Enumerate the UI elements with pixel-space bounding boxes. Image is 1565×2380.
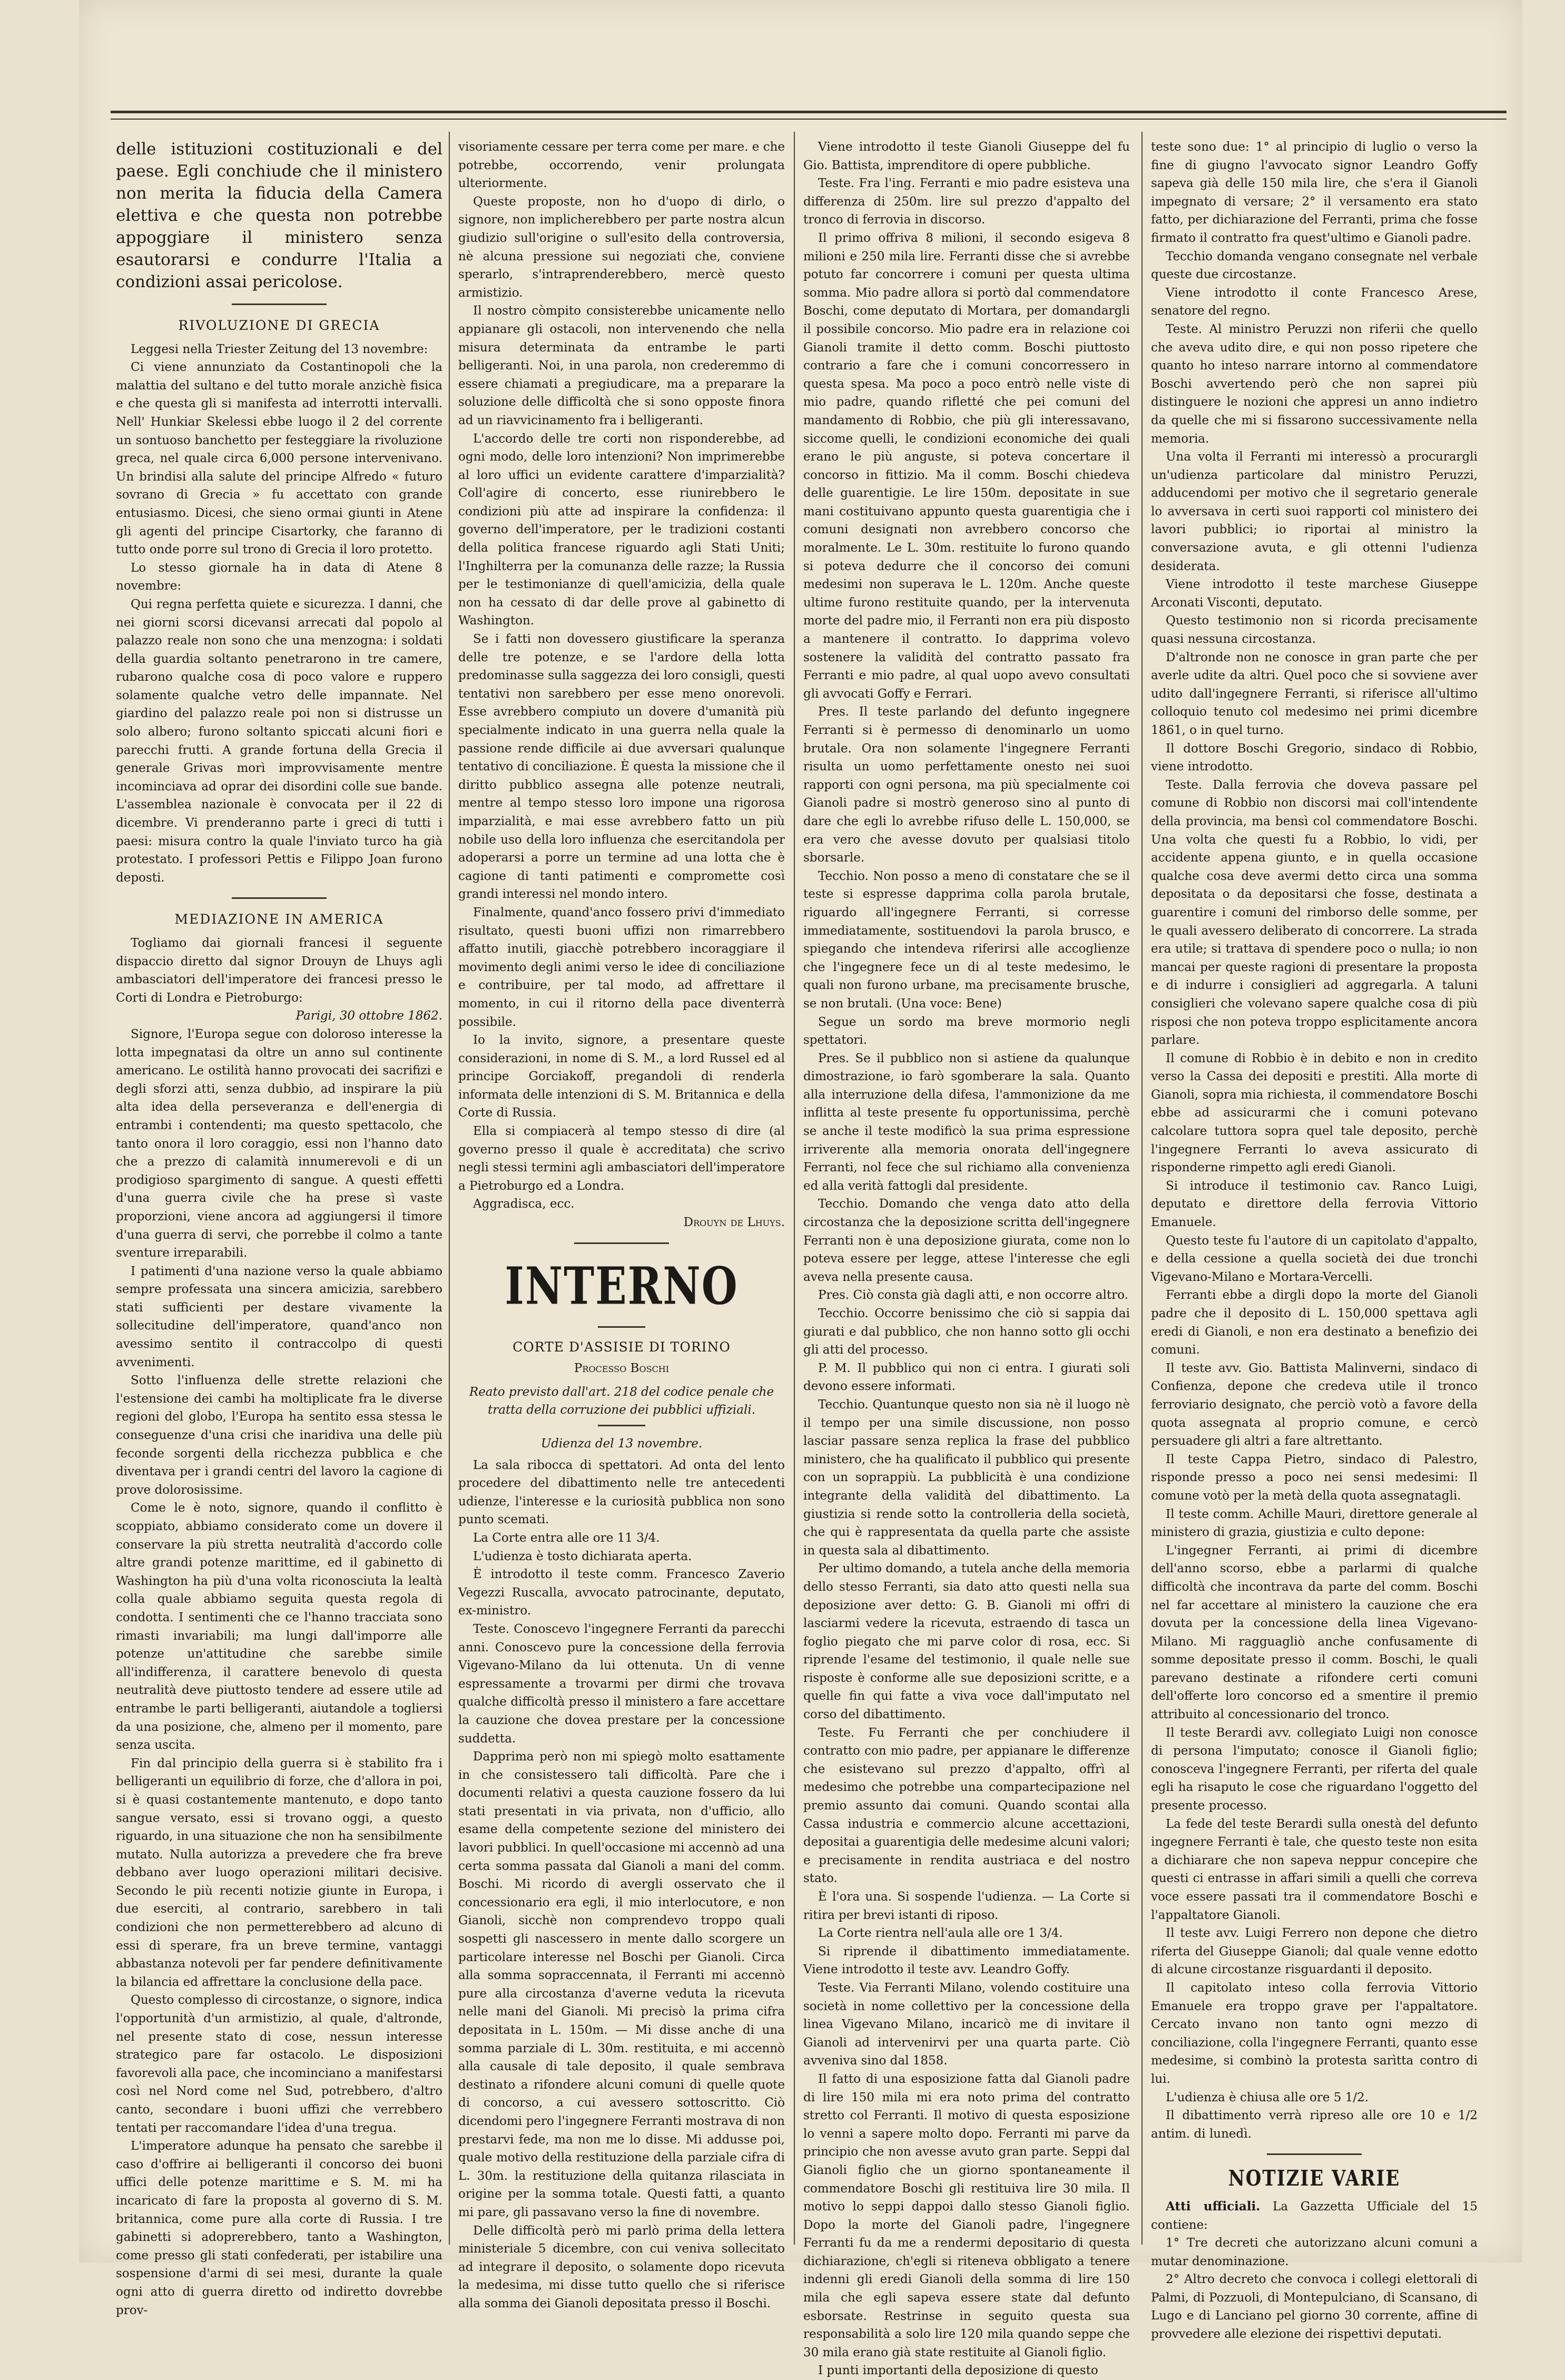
paragraph: Tecchio. Occorre benissimo che ciò si sappia dai giurati e dal pubblico, che non hanno sotto gli occhi gli atti del processo.	[803, 1307, 1130, 1357]
paragraph: La Corte entra alle ore 11 3/4.	[473, 1531, 660, 1545]
paragraph: Il dottore Boschi Gregorio, sindaco di Robbio, viene introdotto.	[1151, 741, 1478, 774]
paragraph: Ci viene annunziato da Costantinopoli che la malattia del sultano e del tutto morale anzichè fisica e che questa gli si manifesta ad interrotti intervalli. Nell' Hunkiar Skelessi ebbe luogo il 2 del corrente un sontuoso banchetto per festeggiare la rivoluzione greca, nel quale circa 6,000 persone intervenivano. Un brindisi alla salute del principe Alfredo « futuro sovrano di Grecia » fu accettato con grande entusiasmo. Dicesi, che sieno ormai giunti in Atene gli agenti del principe Cisartorky, che faranno di tutto onde porre sul trono di Grecia il loro protetto.	[116, 360, 442, 557]
column-3	[803, 138, 1130, 2378]
paragraph: L'udienza è tosto dichiarata aperta.	[473, 1549, 692, 1563]
paragraph: Questo testimonio non si ricorda precisamente quasi nessuna circostanza.	[1151, 614, 1478, 647]
section-title-greece: RIVOLUZIONE DI GRECIA	[178, 318, 380, 333]
paragraph: Tecchio domanda vengano consegnate nel verbale queste due circostanze.	[1151, 249, 1478, 282]
paragraph: Come le è noto, signore, quando il conflitto è scoppiato, abbiamo considerato come un dovere il conservare la più stretta neutralità d'accordo colle altre grandi potenze marittime, ed il gabinetto di Washington ha più d'una volta riconosciuta la lealtà colla quale abbiamo seguita questa regola di condotta. I sentimenti che ce l'hanno tracciata sono rimasti invariabili; ma lungi dall'imporre alle potenze un'attitudine che sarebbe simile all'indifferenza, il carattere benevolo di questa neutralità deve piuttosto tendere ad essere utile ad entrambe le parti belligeranti, aiutandole a togliersi da una posizione, che, almeno per il momento, pare senza uscita.	[116, 1501, 442, 1752]
paragraph: Segue un sordo ma breve mormorio negli spettatori.	[803, 1015, 1130, 1047]
paragraph: D'altronde non ne conosce in gran parte che per averle udite da altri. Quel poco che si sovviene aver udito dall'ingegnere Ferranti, si riferisce all'ultimo colloquio tenuto col medesimo nei primi dicembre 1861, o in quel turno.	[1151, 650, 1478, 737]
paragraph: Pres. Ciò consta già dagli atti, e non occorre altro.	[818, 1288, 1128, 1302]
paragraph: Il dibattimento verrà ripreso alle ore 10 e 1/2 antim. di lunedì.	[1151, 2109, 1478, 2141]
paragraph: Pres. Il teste parlando del defunto ingegnere Ferranti si è permesso di denominarlo un uomo brutale. Ora non solamente l'ingegnere Ferranti risulta un uomo perfettamente onesto nei suoi rapporti con ogni persona, ma più specialmente coi Gianoli padre si mostrò generoso sino al punto di dare che egli lo avrebbe rifuso delle L. 150,000, se era vero che avesse dovuto per qualsiasi titolo sborsarle.	[803, 705, 1130, 865]
paragraph: Per ultimo domando, a tutela anche della memoria dello stesso Ferranti, sia dato atto questi nella sua deposizione aver detto: G. B. Gianoli mi offri di lasciarmi vedere la ricevuta, estraendo di tasca un foglio piegato che mi parve color di rosa, ecc. Si riprende l'esame del testimonio, il quale nelle sue risposte è conforme alle sue deposizioni scritte, e a quelle fin qui fatte a viva voce dall'imputato nel corso del dibattimento.	[803, 1562, 1130, 1722]
intro-paragraph: delle istituzioni costituzionali e del paese. Egli conchiude che il ministero non merita la fiducia della Camera elettiva e che questa non potrebbe appoggiare il ministero senza esautorarsi e condurre l'Italia a condizioni assai pericolose.	[116, 140, 442, 291]
paragraph: La fede del teste Berardi sulla onestà del defunto ingegnere Ferranti è tale, che questo teste non esita a dichiarare che non sapeva neppur concepire che questi ci entrasse in affari simili a quelli che correva voce essere passati tra il commendatore Boschi e l'appaltatore Gianoli.	[1151, 1817, 1478, 1922]
paragraph: I patimenti d'una nazione verso la quale abbiamo sempre professata una sincera amicizia, sarebbero stati sufficienti per destare vivamente la sollecitudine dell'imperatore, quand'anco non avessimo sentito il contraccolpo di questi avvenimenti.	[116, 1264, 442, 1369]
paragraph: Il primo offriva 8 milioni, il secondo esigeva 8 milioni e 250 mila lire. Ferranti disse che si avrebbe potuto far concorrere i comuni per questa ultima somma. Mio padre allora si portò dal commendatore Boschi, come deputato di Mortara, per domandargli il possibile concorso. Mio padre era in relazione coi Gianoli tramite il detto comm. Boschi piuttosto contrario a fare che i comuni concorressero in questa spesa. Ma poco a poco entrò nelle viste di mio padre, quando rifletté che pei comuni del mandamento di Robbio, che più gli interessavano, siccome quelli, le condizioni economiche dei quali erano le più anguste, si poteva concertare il concorso in fittizio. Ma il comm. Boschi chiedeva delle guarentigie. Le lire 150m. depositate in sue mani costituivano appunto questa guarentigia che i comuni designati non avrebbero concorso che moralmente. Le L. 30m. restituite lo furono quando si poteva dedurre che il concorso dei comuni medesimi non superava le L. 120m. Anche queste ultime furono restituite quando, per la intervenuta morte del padre mio, il Ferranti non era più disposto a mantenere il contratto. Io dapprima volevo sostenere la validità del contratto passato fra Ferranti e mio padre, al qual uopo avevo consultati gli avvocati Goffy e Ferrari.	[803, 231, 1130, 701]
column-4	[1151, 138, 1478, 2342]
paragraph: Teste. Fra l'ing. Ferranti e mio padre esisteva una differenza di 250m. lire sul prezzo d'appalto del tronco di ferrovia in discorso.	[803, 177, 1130, 227]
column-divider	[449, 132, 450, 2245]
paragraph: Aggradisca, ecc.	[473, 1197, 575, 1211]
section-rule	[1267, 2153, 1362, 2155]
paragraph: L'accordo delle tre corti non risponderebbe, ad ogni modo, delle loro intenzioni? Non imprimerebbe al loro uffici un evidente carattere d'imparzialità? Coll'agire di concerto, esse riunirebbero le condizioni più atte ad inspirare la confidenza: il governo dell'imperatore, per le tradizioni costanti della politica francese riguardo agli Stati Uniti; l'Inghilterra per la comunanza delle razze; la Russia per le testimonianze di quell'amicizia, della quale non ha cessato di dar delle prove al gabinetto di Washington.	[458, 432, 785, 628]
paragraph: Il fatto di una esposizione fatta dal Gianoli padre di lire 150 mila mi era noto prima del contratto stretto col Ferranti. Il motivo di questa esposizione lo venni a sapere molto dopo. Ferranti mi parve da principio che non avesse avuto gran parte. Seppi dal Gianoli figlio che un giorno spontaneamente il commendatore Boschi gli restituiva lire 30 mila. Il motivo lo seppi dappoi dallo stesso Gianoli figlio. Dopo la morte del Gianoli padre, l'ingegnere Ferranti fu da me a rendermi depositario di questa dichiarazione, ch'egli si riteneva obbligato a tenere indenni gli eredi Gianoli della somma di lire 150 mila che egli sapeva essere state dal defunto esborsate. Restrinse in seguito questa sua responsabilità a solo lire 120 mila quando seppe che 30 mila erano già state restituite al Gianoli figlio.	[803, 2072, 1130, 2359]
paragraph: Si introduce il testimonio cav. Ranco Luigi, deputato e direttore della ferrovia Vittorio Emanuele.	[1151, 1179, 1478, 1230]
paragraph: Una volta il Ferranti mi interessò a procurargli un'udienza particolare dal ministro Peruzzi, adducendomi per motivo che il segretario generale lo avversava in certi suoi rapporti col ministero dei lavori pubblici; io riportai al ministro la conversazione avuta, e gli ottenni l'udienza desiderata.	[1151, 450, 1478, 573]
paragraph: teste sono due: 1° al principio di luglio o verso la fine di giugno l'avvocato signor Leandro Goffy sapeva già delle 150 mila lire, che s'era il Gianoli impegnato di versare; 2° il versamento era stato fatto, per dichiarazione del Ferranti, prima che fosse firmato il contratto fra quest'ultimo e Gianoli padre.	[1151, 140, 1478, 245]
paragraph: Teste. Via Ferranti Milano, volendo costituire una società in nome collettivo per la concessione della linea Vigevano Milano, incaricò me di invitare il Gianoli ad intervenirvi per una quarta parte. Ciò avveniva sino dal 1858.	[803, 1981, 1130, 2068]
process-name: Processo Boschi	[574, 1362, 670, 1376]
paragraph: L'udienza è chiusa alle ore 5 1/2.	[1166, 2090, 1369, 2104]
paragraph: Signore, l'Europa segue con doloroso interesse la lotta impegnatasi da oltre un anno sul continente americano. Le ostilità hanno provocati dei sacrifizi e degli sforzi atti, senza dubbio, ad inspirare la più alta idea della perseveranza e dell'energia di entrambi i contendenti; ma questo spettacolo, che tanto onora il loro coraggio, essi non l'hanno dato che a prezzo di calamità innumerevoli e di un prodigioso spargimento di sangue. A questi effetti d'una guerra civile che ha prese sì vaste proporzioni, viene ancora ad aggiungersi il timore d'una guerra di servi, che porrebbe il colmo a tante sventure irreparabili.	[116, 1027, 442, 1260]
paragraph: Viene introdotto il teste marchese Giuseppe Arconati Visconti, deputato.	[1151, 577, 1478, 610]
section-rule	[598, 1425, 645, 1426]
column-divider	[794, 132, 795, 2245]
paragraph: È introdotto il teste comm. Francesco Zaverio Vegezzi Ruscalla, avvocato patrocinante, deputato, ex-ministro.	[458, 1568, 785, 1618]
paragraph: Il teste Berardi avv. collegiato Luigi non conosce di persona l'imputato; conosce il Gianoli figlio; conosceva l'ingegnere Ferranti, per riferta del quale egli ha risaputo le cose che riguardano l'oggetto del presente processo.	[1151, 1726, 1478, 1813]
paragraph: Queste proposte, non ho d'uopo di dirlo, o signore, non implicherebbero per parte nostra alcun giudizio sull'origine o sull'esito della controversia, nè alcuna pressione sui negoziati che, conviene sperarlo, s'intraprenderebbero, mercè questo armistizio.	[458, 194, 785, 300]
newspaper-page	[79, 0, 1522, 2378]
paragraph: Il teste Cappa Pietro, sindaco di Palestro, risponde presso a poco nei sensi medesimi: Il comune votò per la metà della quota assegnatagli.	[1151, 1452, 1478, 1503]
paragraph: Togliamo dai giornali francesi il seguente dispaccio diretto dal signor Drouyn de Lhuys agli ambasciatori dell'imperatore dei francesi presso le Corti di Londra e Pietroburgo:	[116, 936, 442, 1005]
paragraph: Teste. Conoscevo l'ingegnere Ferranti da parecchi anni. Conoscevo pure la concessione della ferrovia Vigevano-Milano da lui ottenuta. Un di venne espressamente a trovarmi per dirmi che trovava qualche difficoltà presso il ministero a fare accettare la cauzione che dovea prestare per la concessione suddetta.	[458, 1622, 785, 1746]
paragraph: Tecchio. Domando che venga dato atto della circostanza che la deposizione scritta dell'ingegnere Ferranti non è una deposizione giurata, come non lo poteva essere per legge, attese l'interesse che egli aveva nella presente causa.	[803, 1197, 1130, 1284]
paragraph: Se i fatti non dovessero giustificare la speranza delle tre potenze, e se l'ardore della lotta predominasse sulla saggezza dei loro consigli, questi tentativi non sarebbero per esse meno onorevoli. Esse avrebbero compiuto un dovere d'umanità più specialmente indicato in una guerra nella quale la passione rende difficile ai due avversari qualunque tentativo di conciliazione. È questa la missione che il diritto pubblico assegna alle potenze neutrali, mentre al tempo stesso loro impone una rigorosa imparzialità, e mai esse avrebbero fatto un più nobile uso della loro influenza che esercitandola per adoperarsi a porre un termine ad una lotta che è cagione di tanti patimenti e compromette così grandi interessi nel mondo intero.	[458, 632, 785, 902]
paragraph: Il capitolato inteso colla ferrovia Vittorio Emanuele era troppo grave per l'appaltatore. Cercato invano non tanto ogni mezzo di conciliazione, colla l'ingegnere Ferranti, quanto esse medesime, si combinò la protesta sarìtta contro di lui.	[1151, 1981, 1478, 2086]
paragraph: Il teste avv. Luigi Ferrero non depone che dietro riferta del Giuseppe Gianoli; dal quale venne edotto di alcune circostanze risguardanti il deposito.	[1151, 1926, 1478, 1977]
section-rule	[232, 897, 327, 899]
section-title-america: MEDIAZIONE IN AMERICA	[174, 912, 384, 927]
charge-description: Reato previsto dall'art. 218 del codice penale che tratta della corruzione dei pubblici uffiziali.	[469, 1385, 774, 1417]
paragraph: Qui regna perfetta quiete e sicurezza. I danni, che nei giorni scorsi dicevansi arrecati dal popolo al palazzo reale non sono che una menzogna: i soldati della guardia soltanto penetrarono in tre camere, rubarono qualche cosa di poco valore e ruppero solamente qualche vetro delle impannate. Nel giardino del palazzo reale poi non si distrusse un solo albero; furono soltanto spiccati alcuni fiori e parecchi frutti. A grande fortuna della Grecia il generale Grivas morì improvvisamente mentre incominciava ad oprar dei disordini colle sue bande. L'assemblea nazionale è convocata per il 22 di dicembre. Vi prenderanno parte i greci di tutti i paesi: misura contro la quale l'inviato turco ha già protestato. I professori Pettis e Filippo Joan furono deposti.	[116, 597, 442, 885]
paragraph: Questo teste fu l'autore di un capitolato d'appalto, e della cessione a quella società dei due tronchi Vigevano-Milano e Mortara-Vercelli.	[1151, 1233, 1478, 1284]
section-rule	[574, 1242, 669, 1244]
paragraph: Lo stesso giornale ha in data di Atene 8 novembre:	[116, 561, 442, 593]
paragraph: Viene introdotto il teste Gianoli Giuseppe del fu Gio. Battista, imprenditore di opere pubbliche.	[803, 140, 1130, 172]
paragraph: Teste. Dalla ferrovia che doveva passare pel comune di Robbio non discorsi mai coll'intendente della provincia, ma bensì col commendatore Boschi. Una volta che questi fu a Robbio, lo vidi, per accidente appena giunto, e in quella occasione qualche cosa deve avermi detto circa una somma depositata o da depositarsi che fosse, destinata a guarentire i comuni del rimborso delle somme, per le quali avessero deliberato di concorrere. La strada era utile; si trattava di spendere poco o nulla; io non mancai per queste ragioni di presentare la proposta e di indurre i consiglieri ad aggregarla. A taluni consiglieri che volevano sapere qualche cosa di più risposi che non poteva troppo esplicitamente ancora parlare.	[1151, 778, 1478, 1047]
paragraph: È l'ora una. Si sospende l'udienza. — La Corte si ritira per brevi istanti di riposo.	[803, 1890, 1130, 1922]
paragraph: Leggesi nella Triester Zeitung del 13 novembre:	[131, 342, 428, 356]
column-2	[458, 138, 785, 2310]
paragraph: Pres. Se il pubblico non si astiene da qualunque dimostrazione, io farò sgomberare la sala. Quanto alla interruzione della difesa, l'ammonizione da me inflitta al teste presente fu opportunissima, perchè se anche il teste modificò la sua prima espressione irriverente alla memoria onorata dell'ingegnere Ferranti, nol fece che sul richiamo alla convenienza ed alla verità fattogli dal presidente.	[803, 1051, 1130, 1193]
paragraph: Delle difficoltà però mi parlò prima della lettera ministeriale 5 dicembre, con cui veniva sollecitato ad integrare il deposito, o solamente dopo ricevuta la medesima, mi disse tutto quello che si riferisce alla somma dei Gianoli depositata presso il Boschi.	[458, 2224, 785, 2310]
paragraph: Tecchio. Non posso a meno di constatare che se il teste si espresse dapprima colla parola brutale, riguardo all'ingegnere Ferranti, si corresse immediatamente, sostituendovi la parola brusco, e spiegando che intendeva riferirsi alle accoglienze che l'ingegnere fece un di al teste medesimo, le quali non furono urbane, ma precisamente brusche, se non brutali. (Una voce: Bene)	[803, 869, 1130, 1011]
paragraph: La sala ribocca di spettatori. Ad onta del lento procedere del dibattimento nelle tre antecedenti udienze, l'interesse e la curiosità pubblica non sono punto scemati.	[458, 1458, 785, 1527]
paragraph: La Corte rientra nell'aula alle ore 1 3/4.	[818, 1926, 1063, 1941]
atti-text: La Gazzetta Ufficiale del 15 contiene:	[1151, 2199, 1478, 2232]
signature: Drouyn de Lhuys.	[683, 1216, 785, 1230]
paragraph: Il teste comm. Achille Mauri, direttore generale al ministero di grazia, giustizia e culto depone:	[1151, 1507, 1478, 1540]
paragraph: Ella si compiacerà al tempo stesso di dire (al governo presso il quale è accreditata) che scrivo negli stessi termini agli ambasciatori dell'imperatore a Pietroburgo ed a Londra.	[458, 1124, 785, 1193]
paragraph	[1151, 2198, 1478, 2234]
court-title: CORTE D'ASSISIE DI TORINO	[513, 1339, 731, 1355]
paragraph: Viene introdotto il conte Francesco Arese, senatore del regno.	[1151, 286, 1478, 318]
paragraph: Finalmente, quand'anco fossero privi d'immediato risultato, questi buoni uffizi non rimarrebbero affatto inutili, giacchè potrebbero incoraggiare il movimento degli animi verso le idee di conciliazione e contribuire, per tal modo, ad affrettare il momento, in cui il ritorno della pace diventerrà possibile.	[458, 905, 785, 1029]
paragraph: Tecchio. Quantunque questo non sia nè il luogo nè il tempo per una simile discussione, non posso lasciar passare senza replica la frase del pubblico ministero, che ha qualificato il pubblico qui presente con un soprappiù. La pubblicità è una condizione integrante della validità del dibattimento. La giustizia si rende sotto la controlleria della società, che qui è rappresentata da quella parte che assiste in questa sala al dibattimento.	[803, 1397, 1130, 1558]
paragraph: L'ingegner Ferranti, ai primi di dicembre dell'anno scorso, ebbe a parlarmi di qualche difficoltà che incontrava da parte del comm. Boschi nel far accettare al ministero la cauzione che era dovuta per la concessione della linea Vigevano-Milano. Mi ragguagliò anche confusamente di somme depositate presso il comm. Boschi, le quali parevano destinate a rifondere certi comuni dell'offerte loro concorso ed a smentire il premio attribuito al concessionario del tronco.	[1151, 1543, 1478, 1722]
hearing-date: Udienza del 13 novembre.	[540, 1437, 703, 1451]
dateline: Parigi, 30 ottobre 1862.	[296, 1009, 442, 1023]
paragraph: Dapprima però non mi spiegò molto esattamente in che consistessero tali difficoltà. Pare che i documenti relativi a questa cauzione fossero da lui stati presentati in via privata, non d'ufficio, allo esame della competente sezione del ministero dei lavori pubblici. In quell'occasione mi accennò ad una certa somma passata dal Gianoli a mani del comm. Boschi. Mi ricordo di avergli osservato che il concessionario era egli, il mio interlocutore, e non Gianoli, sicchè non comprendevo troppo quali sospetti gli nascessero in mente dallo scorgere un particolare interesse nel Boschi per Gianoli. Circa alla somma sopraccennata, il Ferranti mi accennò pure alla circostanza d'averne veduta la ricevuta nelle mani del Gianoli. Mi precisò la prima cifra depositata in L. 150m. — Mi disse anche di una somma parziale di L. 30m. restituita, e mi accennò alla causale di tale deposito, il quale sembrava destinato a rifondere alcuni comuni di quelle quote di concorso, a cui avessero sottoscritto. Ciò dicendomi pero l'ingegnere Ferranti mostrava di non prestarvi fede, ma non me lo disse. Mi addusse poi, quale motivo della restituzione della parziale cifra di L. 30m. la restituzione della quitanza rilasciata in origine per la somma totale. Questi fatti, a quanto mi pare, gli passavano verso la fine di novembre.	[458, 1750, 785, 2219]
column-divider	[1141, 132, 1143, 2245]
paragraph: Il comune di Robbio è in debito e non in credito verso la Cassa dei depositi e prestiti. Alla morte di Gianoli, sopra mia richiesta, il commendatore Boschi ebbe ad assicurarmi che i comuni potevano calcolare tuttora sopra quel tale deposito, perchè l'ingegnere Ferranti lo aveva assicurato di risponderne rimpetto agli eredi Gianoli.	[1151, 1051, 1478, 1175]
paragraph: Ferranti ebbe a dirgli dopo la morte del Gianoli padre che il deposito di L. 150,000 spettava agli eredi di Gianoli, e non era destinato a benefizio dei comuni.	[1151, 1288, 1478, 1357]
paragraph: Fin dal principio della guerra si è stabilito fra i belligeranti un equilibrio di forze, che d'allora in poi, si è quasi costantemente mantenuto, e dopo tanto sangue versato, essi si trovano oggi, a questo riguardo, in una situazione che non ha sensibilmente mutato. Nulla autorizza a prevedere che fra breve debbano aver luogo operazioni militari decisive. Secondo le più recenti notizie giunte in Europa, i due eserciti, al contrario, sarebbero in tali condizioni che non permetterebbero ad alcuno di essi di sperare, fra un breve termine, vantaggi abbastanza notevoli per far pendere definitivamente la bilancia ed affrettare la conclusione della pace.	[116, 1756, 442, 1989]
paragraph: Il nostro còmpito consisterebbe unicamente nello appianare gli ostacoli, non intervenendo che nella misura determinata da entrambe le parti belligeranti. Noi, in una parola, non crederemmo di essere chiamati a pregiudicare, ma a preparare la soluzione delle difficoltà che si sono opposte finora ad un riavvicinamento fra i belligeranti.	[458, 304, 785, 427]
paragraph: Questo complesso di circostanze, o signore, indica l'opportunità d'un armistizio, al quale, d'altronde, nel presente stato di cose, nessun interesse strategico pare far ostacolo. Le disposizioni favorevoli alla pace, che incominciano a manifestarsi così nel Nord come nel Sud, potrebbero, d'altro canto, secondare i buoni uffizi che verrebbero tentati per raccomandare l'idea d'una tregua.	[116, 1993, 442, 2135]
paragraph: L'imperatore adunque ha pensato che sarebbe il caso d'offrire ai belligeranti il concorso dei buoni uffici delle potenze marittime e S. M. mi ha incaricato di fare la proposta al governo di S. M. britannica, come pure alla corte di Russia. I tre gabinetti si adoprerebbero, tanto a Washington, come presso gli stati confederati, per istabilire una sospensione d'armi di sei mesi, durante la quale ogni atto di guerra diretto od indiretto dovrebbe prov-	[116, 2139, 442, 2317]
paragraph: P. M. Il pubblico qui non ci entra. I giurati soli devono essere informati.	[803, 1361, 1130, 1394]
paragraph: Il teste avv. Gio. Battista Malinverni, sindaco di Confienza, depone che credeva utile il tronco ferroviario designato, che perciò votò a favore della quota assegnata al proprio comune, e cercò persuadere gli altri a fare altrettanto.	[1151, 1361, 1478, 1448]
atti-label: Atti ufficiali.	[1166, 2199, 1261, 2214]
section-rule	[232, 303, 327, 305]
paragraph: I punti importanti della deposizione di questo	[818, 2364, 1098, 2378]
paragraph: 1° Tre decreti che autorizzano alcuni comuni a mutar denominazione.	[1151, 2236, 1478, 2268]
paragraph: Io la invito, signore, a presentare queste considerazioni, in nome di S. M., a lord Russel ed al principe Gorciakoff, pregandoli di renderla informata delle intenzioni di S. M. Britannica e della Corte di Russia.	[458, 1033, 785, 1120]
paragraph: Teste. Fu Ferranti che per conchiudere il contratto con mio padre, per appianare le differenze che esistevano sul prezzo d'appalto, offrì al medesimo che potrebbe una compartecipazione nel premio assunto dai comuni. Quando scontai alla Cassa industria e commercio alcune accettazioni, depositai a guarentigia delle medesime alcuni valori; e precisamente in rendita austriaca e del nostro stato.	[803, 1726, 1130, 1886]
paragraph: 2° Altro decreto che convoca i collegi elettorali di Palmi, di Pozzuoli, di Montepulciano, di Scansano, di Lugo e di Lanciano pel giorno 30 corrente, affine di provvedere alle elezione dei rispettivi deputati.	[1151, 2273, 1478, 2342]
paragraph: Si riprende il dibattimento immediatamente. Viene introdotto il teste avv. Leandro Goffy.	[803, 1944, 1130, 1977]
paragraph: Teste. Al ministro Peruzzi non riferii che quello che aveva udito dire, e qui non posso ripetere che quanto ho inteso narrare intorno al commendatore Boschi avvertendo però che non saprei più distinguere le nozioni che appresi un anno indietro da quelle che mi si fissarono successivamente nella memoria.	[1151, 322, 1478, 446]
section-title-notizie: NOTIZIE VARIE	[1228, 2166, 1401, 2192]
section-rule	[598, 1326, 645, 1328]
paragraph: visoriamente cessare per terra come per mare. e che potrebbe, occorrendo, venir prolungata ulteriormente.	[458, 140, 785, 191]
paragraph: Sotto l'influenza delle strette relazioni che l'estensione dei cambi ha moltiplicate fra le diverse regioni del globo, l'Europa ha sentito essa stessa le conseguenze d'una crisi che inaridiva una delle più feconde sorgenti della ricchezza pubblica e che diventava per i grandi centri del lavoro la cagione di prove dolorosissime.	[116, 1374, 442, 1497]
section-title-interno: INTERNO	[505, 1256, 739, 1316]
top-rule	[111, 111, 1507, 120]
column-1	[116, 138, 442, 2317]
